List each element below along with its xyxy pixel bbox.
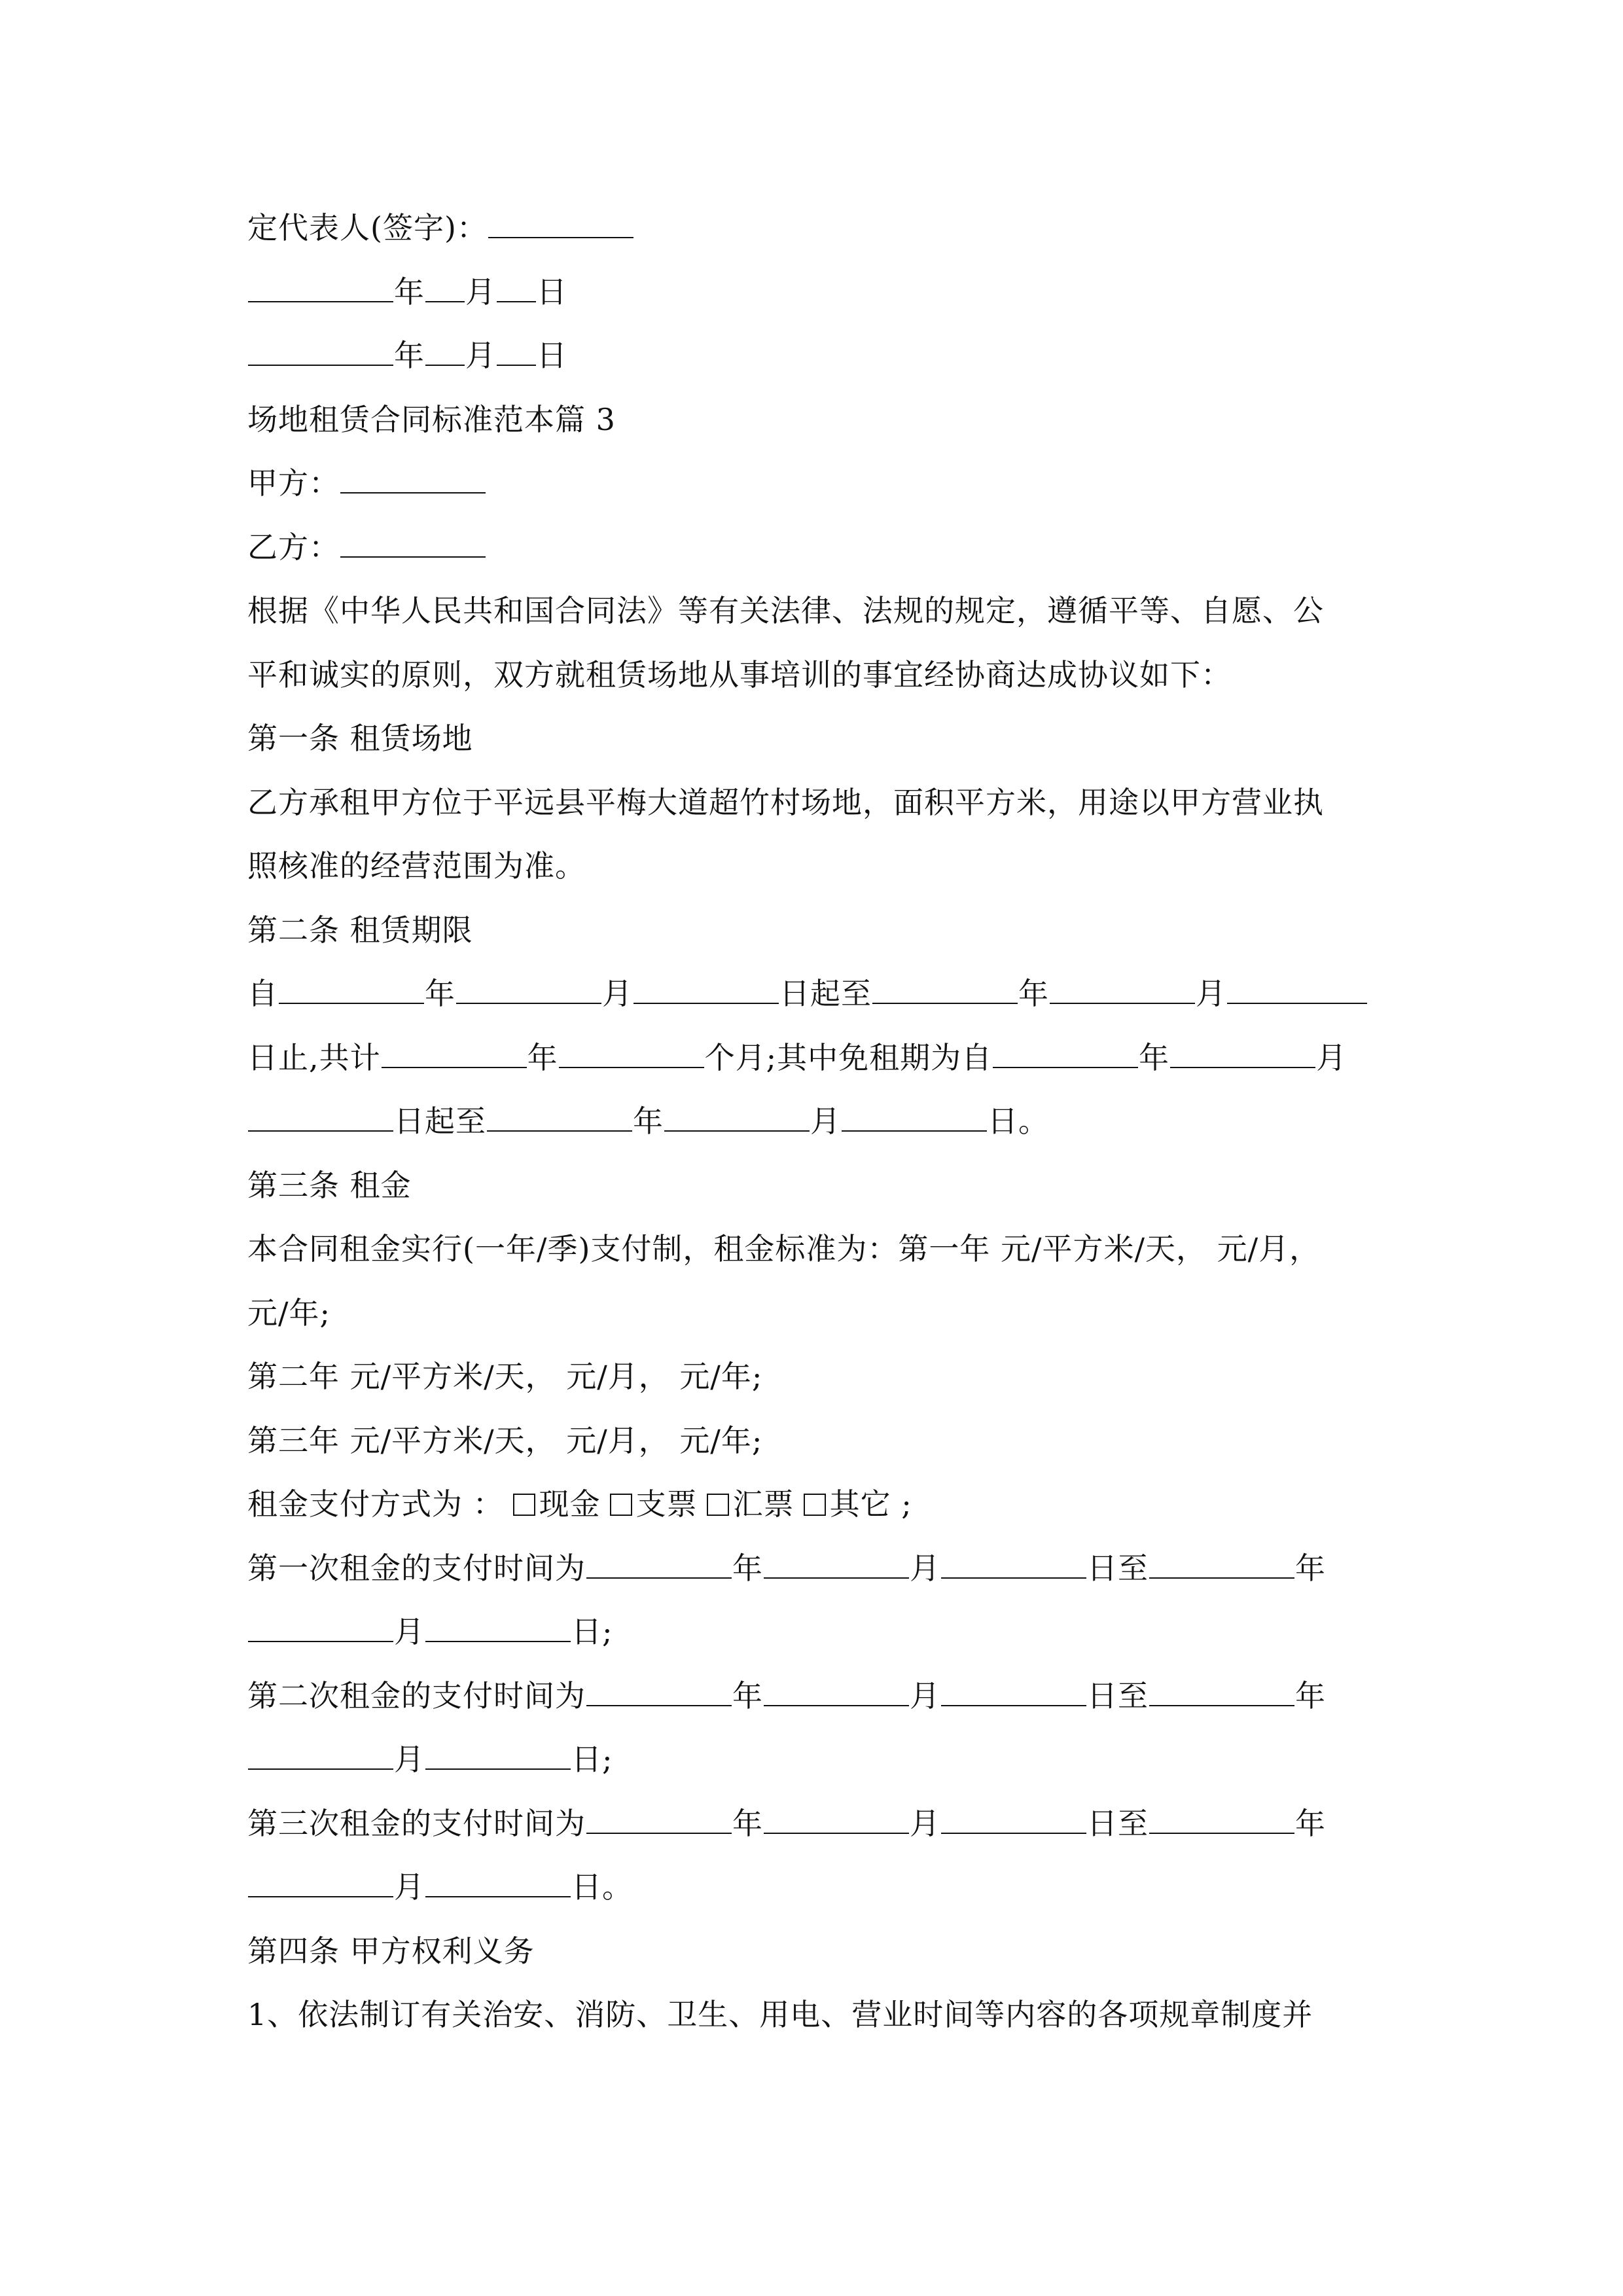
text: 年 — [1295, 1550, 1326, 1586]
blank[interactable] — [425, 1616, 571, 1642]
year-label: 年 — [394, 274, 425, 310]
text: 月 — [1196, 976, 1226, 1011]
article-4-heading: 第四条 甲方权利义务 — [247, 1933, 535, 1969]
rent-standard-line-2: 元/年; — [247, 1295, 330, 1331]
article-2-heading: 第二条 租赁期限 — [247, 912, 473, 948]
text: 年 — [527, 1039, 558, 1075]
lease-term-line-1 — [247, 962, 1380, 1026]
blank[interactable] — [941, 1680, 1086, 1706]
day-label: 日 — [537, 338, 567, 373]
blank[interactable] — [1227, 978, 1367, 1004]
party-a-line — [247, 452, 1380, 516]
legal-rep-label: 定代表人(签字)： — [247, 210, 488, 245]
payment-2-line-2 — [247, 1728, 1380, 1792]
payment-1-line-2 — [247, 1600, 1380, 1664]
blank[interactable] — [425, 1871, 571, 1897]
blank[interactable] — [1149, 1680, 1294, 1706]
lease-term-line-3 — [247, 1090, 1380, 1154]
blank[interactable] — [559, 1042, 704, 1068]
draft-checkbox[interactable] — [707, 1494, 729, 1516]
month-blank[interactable] — [425, 340, 465, 366]
month-blank[interactable] — [425, 276, 465, 302]
other-checkbox[interactable] — [804, 1494, 826, 1516]
lease-term-line-2 — [247, 1026, 1380, 1090]
month-label: 月 — [465, 338, 496, 373]
text: 第三次租金的支付时间为 — [247, 1805, 586, 1841]
text: 日止,共计 — [247, 1039, 381, 1075]
preamble-line-1: 根据《中华人民共和国合同法》等有关法律、法规的规定，遵循平等、自愿、公 — [247, 593, 1324, 628]
blank[interactable] — [764, 1680, 909, 1706]
text: 个月;其中免租期为自 — [704, 1039, 993, 1075]
text: 日。 — [988, 1103, 1049, 1139]
party-b-label: 乙方： — [247, 529, 340, 565]
year-blank[interactable] — [248, 276, 393, 302]
text: 年 — [425, 976, 455, 1011]
blank[interactable] — [382, 1042, 527, 1068]
legal-rep-signature-line — [247, 196, 1380, 260]
article-1-text-2: 照核准的经营范围为准。 — [247, 848, 586, 884]
party-a-label: 甲方： — [247, 465, 340, 501]
text: 月 — [394, 1869, 425, 1905]
text: 年 — [1295, 1805, 1326, 1841]
date-line-1 — [247, 260, 1380, 325]
text: 日至 — [1087, 1805, 1149, 1841]
text: 年 — [732, 1550, 763, 1586]
cash-label: 现金 — [539, 1486, 601, 1522]
text: 年 — [633, 1103, 664, 1139]
day-blank[interactable] — [497, 340, 536, 366]
month-label: 月 — [465, 274, 496, 310]
text: 日至 — [1087, 1550, 1149, 1586]
day-blank[interactable] — [497, 276, 536, 302]
blank[interactable] — [456, 978, 601, 1004]
payment-method-line — [247, 1473, 1380, 1537]
article-4-item-1: 1、依法制订有关治安、消防、卫生、用电、营业时间等内容的各项规章制度并 — [247, 1997, 1313, 2032]
text: 月 — [1316, 1039, 1347, 1075]
blank[interactable] — [993, 1042, 1138, 1068]
rent-standard-line-1: 本合同租金实行(一年/季)支付制，租金标准为：第一年 元/平方米/天， 元/月， — [247, 1231, 1321, 1266]
preamble-line-2: 平和诚实的原则，双方就租赁场地从事培训的事宜经协商达成协议如下： — [247, 656, 1232, 692]
signature-blank[interactable] — [488, 212, 633, 238]
party-b-blank[interactable] — [340, 531, 486, 558]
blank[interactable] — [279, 978, 424, 1004]
text: 月 — [394, 1614, 425, 1649]
blank[interactable] — [842, 1105, 987, 1132]
blank[interactable] — [941, 1552, 1086, 1579]
blank[interactable] — [248, 1871, 393, 1897]
blank[interactable] — [764, 1808, 909, 1834]
text: 年 — [1295, 1677, 1326, 1713]
blank[interactable] — [1050, 978, 1195, 1004]
blank[interactable] — [586, 1552, 732, 1579]
text: 日至 — [1087, 1677, 1149, 1713]
document-page — [247, 196, 1380, 2047]
cheque-label: 支票 — [635, 1486, 698, 1522]
text: 月 — [602, 976, 633, 1011]
text: 第二次租金的支付时间为 — [247, 1677, 586, 1713]
draft-label: 汇票 — [732, 1486, 794, 1522]
text: 月 — [810, 1103, 841, 1139]
rent-year-2: 第二年 元/平方米/天， 元/月， 元/年; — [247, 1359, 763, 1394]
text: 日起至 — [779, 976, 872, 1011]
blank[interactable] — [425, 1744, 571, 1770]
text: 年 — [1018, 976, 1049, 1011]
text: 日。 — [571, 1869, 633, 1905]
year-label: 年 — [394, 338, 425, 373]
text: 月 — [910, 1550, 940, 1586]
payment-2-line-1 — [247, 1664, 1380, 1729]
blank[interactable] — [1170, 1042, 1315, 1068]
year-blank[interactable] — [248, 340, 393, 366]
payment-method-label: 租金支付方式为 ： — [247, 1486, 504, 1522]
blank[interactable] — [248, 1105, 393, 1132]
article-1-text-1: 乙方承租甲方位于平远县平梅大道超竹村场地，面积平方米，用途以甲方营业执 — [247, 784, 1324, 820]
blank[interactable] — [664, 1105, 810, 1132]
date-line-2 — [247, 324, 1380, 388]
blank[interactable] — [248, 1744, 393, 1770]
blank[interactable] — [487, 1105, 632, 1132]
day-label: 日 — [537, 274, 567, 310]
blank[interactable] — [872, 978, 1018, 1004]
cash-checkbox[interactable] — [513, 1494, 535, 1516]
blank[interactable] — [1149, 1552, 1294, 1579]
section-title: 场地租赁合同标准范本篇 3 — [247, 401, 616, 437]
blank[interactable] — [1149, 1808, 1294, 1834]
text: 日; — [571, 1614, 613, 1649]
text: 年 — [732, 1805, 763, 1841]
party-a-blank[interactable] — [340, 467, 486, 493]
other-label: 其它 ; — [829, 1486, 912, 1522]
article-3-heading: 第三条 租金 — [247, 1167, 412, 1203]
blank[interactable] — [248, 1616, 393, 1642]
text: 月 — [910, 1805, 940, 1841]
blank[interactable] — [764, 1552, 909, 1579]
rent-year-3: 第三年 元/平方米/天， 元/月， 元/年; — [247, 1422, 763, 1458]
article-1-heading: 第一条 租赁场地 — [247, 721, 473, 756]
payment-3-line-2 — [247, 1856, 1380, 1920]
text: 自 — [247, 976, 278, 1011]
text: 日; — [571, 1742, 613, 1777]
blank[interactable] — [586, 1808, 732, 1834]
text: 年 — [1139, 1039, 1170, 1075]
text: 月 — [394, 1742, 425, 1777]
text: 第一次租金的支付时间为 — [247, 1550, 586, 1586]
text: 月 — [910, 1677, 940, 1713]
blank[interactable] — [941, 1808, 1086, 1834]
cheque-checkbox[interactable] — [610, 1494, 632, 1516]
payment-1-line-1 — [247, 1537, 1380, 1601]
payment-3-line-1 — [247, 1792, 1380, 1856]
blank[interactable] — [633, 978, 779, 1004]
text: 日起至 — [394, 1103, 486, 1139]
blank[interactable] — [586, 1680, 732, 1706]
party-b-line — [247, 516, 1380, 580]
text: 年 — [732, 1677, 763, 1713]
